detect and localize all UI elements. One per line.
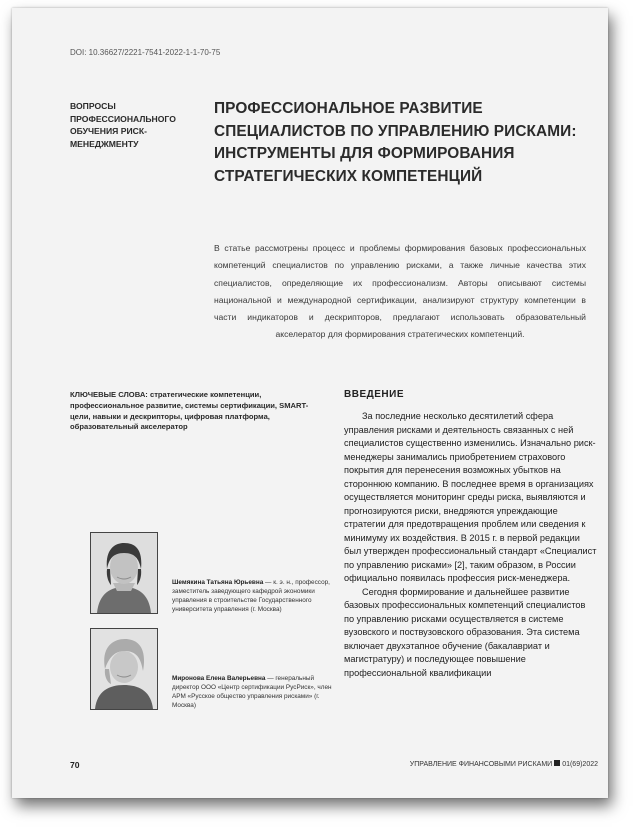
paragraph: За последние несколько десятилетий сфера управления рисками и деятельность связанных с ней специалистов существенно изменились. Изначально риск-менеджеры занимались приобретением страхового покрытия для перенесения возможных убытков на стороннюю компанию. В последнее время в организациях осуществляется мониторинг среды риска, выявляются и прогнозируются риски, внедряются упреждающие стратегии для предотвращения проблем или сведения к минимуму их воздействия. В 2015 г. в первой редакции был утвержден профессиональный стандарт «Специалист по управлению рисками» [2], таким образом, в России официально появилась профессия риск-менеджера. [344,411,597,583]
author-name: Шемякина Татьяна Юрьевна [172,579,264,586]
keywords-text: стратегические компетенции, профессиональное развитие, системы сертификации, SMART-цели, навыки и дескрипторы, цифровая платформа, образовательный акселератор [70,390,309,432]
journal-footer [392,760,598,768]
keywords [70,390,320,433]
author-photo [90,628,158,710]
author-photo [90,532,158,614]
rubric-label: ВОПРОСЫ ПРОФЕССИОНАЛЬНОГО ОБУЧЕНИЯ РИСК-МЕНЕДЖМЕНТУ [70,101,176,149]
section-heading: ВВЕДЕНИЕ [344,389,404,400]
author-info [172,578,332,614]
article-title: ПРОФЕССИОНАЛЬНОЕ РАЗВИТИЕ СПЕЦИАЛИСТОВ ПО УПРАВЛЕНИЮ РИСКАМИ: ИНСТРУМЕНТЫ ДЛЯ ФОРМИРОВАНИЯ СТРАТЕГИЧЕСКИХ КОМПЕТЕНЦИЙ [214,100,577,185]
page-number: 70 [70,760,80,770]
paragraph: Сегодня формирование и дальнейшее развитие базовых профессиональных компетенций специалистов по управлению рисками осуществляется в системе вузовского и поствузовского образования. Эта система включает двухэтапное обучение (бакалавриат и магистратуру) и последующее повышение профессиональной квалификации [344,586,586,678]
square-bullet-icon [554,760,560,766]
author-name: Миронова Елена Валерьевна [172,675,266,682]
author-info [172,674,332,710]
doi: DOI: 10.36627/2221-7541-2022-1-1-70-75 [70,48,221,57]
keywords-label: КЛЮЧЕВЫЕ СЛОВА: [70,390,148,399]
body-text [344,410,598,680]
journal-page [12,8,608,798]
journal-name: УПРАВЛЕНИЕ ФИНАНСОВЫМИ РИСКАМИ [409,761,553,768]
journal-issue: 01(69)2022 [562,761,598,768]
author-details: — к. э. н., профессор, заместитель заведующего кафедрой экономики управления в строительстве Государственного университета управления (г. Москва) [172,579,330,613]
author-details: — генеральный директор ООО «Центр сертификации РусРиск», член АРМ «Русское общество управления рисками» (г. Москва) [172,675,332,709]
abstract: В статье рассмотрены процесс и проблемы формирования базовых профессиональных компетенций специалистов по управлению рисками, а также личные качества этих специалистов, определяющие их профессионализм. Авторы описывают системы национальной и международной сертификации, анализируют структуру компетенции в части индикаторов и дескрипторов, предлагают использовать образовательный акселератор для формирования стратегических компетенций. [214,243,586,340]
